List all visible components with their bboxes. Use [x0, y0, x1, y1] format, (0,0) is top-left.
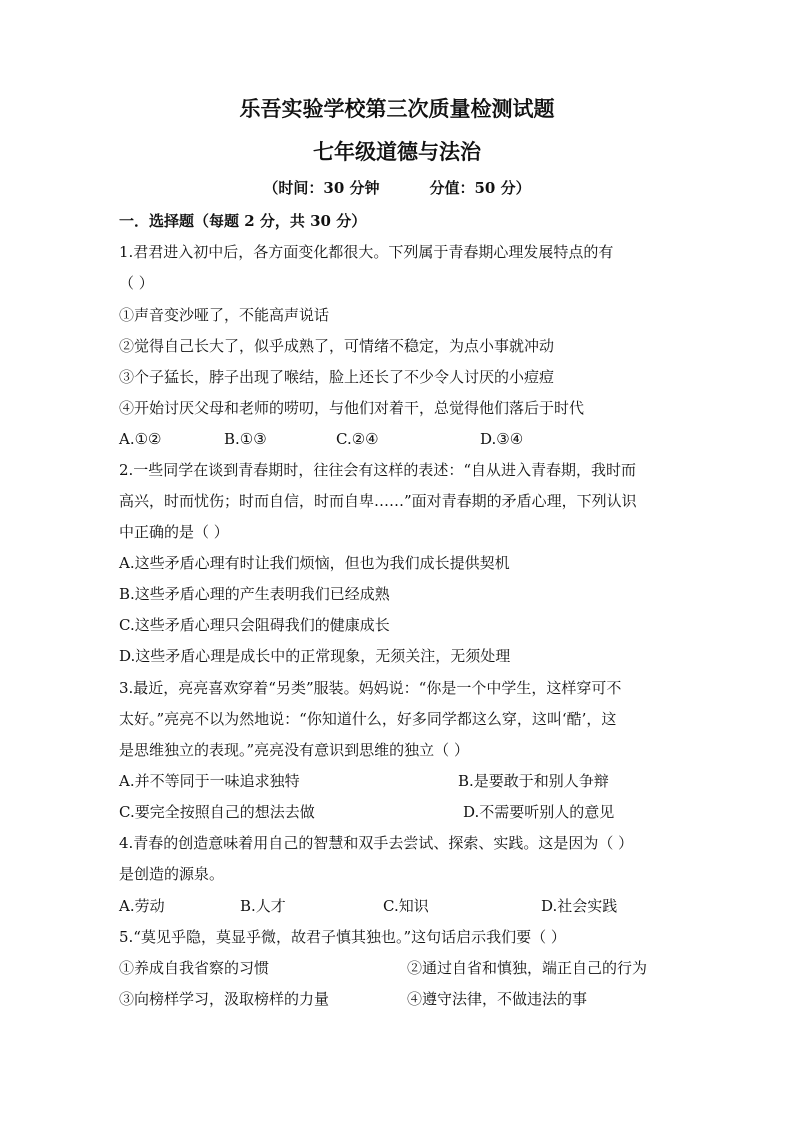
q3-option-b: B.是要敢于和别人争辩	[458, 772, 609, 790]
q1-stem-line1: 1.君君进入初中后，各方面变化都很大。下列属于青春期心理发展特点的有	[119, 243, 614, 261]
q2-stem-line1: 2.一些同学在谈到青春期时，往往会有这样的表述：“自从进入青春期，我时而	[119, 461, 636, 479]
q4-option-d: D.社会实践	[541, 897, 618, 915]
section-heading: 一．选择题（每题 2 分，共 30 分）	[119, 212, 367, 230]
q5-stem-line1: 5.“莫见乎隐，莫显乎微，故君子慎其独也。”这句话启示我们要（ ）	[119, 928, 566, 946]
q4-option-a: A.劳动	[119, 897, 165, 915]
exam-time: （时间：30 分钟	[263, 179, 380, 197]
q1-stem-line2: （ ）	[119, 274, 154, 292]
q2-option-b: B.这些矛盾心理的产生表明我们已经成熟	[119, 585, 390, 603]
q1-item1: ①声音变沙哑了，不能高声说话	[119, 306, 330, 324]
subject-title: 七年级道德与法治	[313, 139, 481, 164]
q5-item3: ③向榜样学习，汲取榜样的力量	[119, 990, 330, 1008]
q3-option-d: D.不需要听别人的意见	[463, 803, 615, 821]
q3-stem-line1: 3.最近，亮亮喜欢穿着“另类”服装。妈妈说：“你是一个中学生，这样穿可不	[119, 679, 622, 697]
q3-option-a: A.并不等同于一味追求独特	[119, 772, 300, 790]
exam-meta	[0, 178, 794, 198]
q3-option-c: C.要完全按照自己的想法去做	[119, 803, 315, 821]
q1-option-b: B.①③	[224, 430, 267, 448]
q2-option-d: D.这些矛盾心理是成长中的正常现象，无须关注，无须处理	[119, 647, 511, 665]
q4-stem-line2: 是创造的源泉。	[119, 865, 225, 883]
q4-option-c: C.知识	[383, 897, 429, 915]
q4-stem-line1: 4.青春的创造意味着用自己的智慧和双手去尝试、探索、实践。这是因为（ ）	[119, 834, 634, 852]
q5-item4: ④遵守法律，不做违法的事	[407, 990, 588, 1008]
q3-stem-line3: 是思维独立的表现。”亮亮没有意识到思维的独立（ ）	[119, 741, 469, 759]
q1-item4: ④开始讨厌父母和老师的唠叨，与他们对着干，总觉得他们落后于时代	[119, 399, 585, 417]
exam-score: 分值：50 分）	[429, 179, 531, 197]
q2-stem-line2: 高兴，时而忧伤；时而自信，时而自卑……”面对青春期的矛盾心理，下列认识	[119, 492, 637, 510]
q2-option-c: C.这些矛盾心理只会阻碍我们的健康成长	[119, 616, 390, 634]
q1-option-d: D.③④	[480, 430, 524, 448]
school-title: 乐吾实验学校第三次质量检测试题	[239, 96, 555, 121]
q1-option-c: C.②④	[336, 430, 379, 448]
q1-item2: ②觉得自己长大了，似乎成熟了，可情绪不稳定，为点小事就冲动	[119, 337, 555, 355]
q4-option-b: B.人才	[240, 897, 286, 915]
q1-option-a: A.①②	[119, 430, 162, 448]
q2-stem-line3: 中正确的是（ ）	[119, 523, 229, 541]
q2-option-a: A.这些矛盾心理有时让我们烦恼，但也为我们成长提供契机	[119, 554, 510, 572]
q3-stem-line2: 太好。”亮亮不以为然地说：“你知道什么，好多同学都这么穿，这叫‘酷’，这	[119, 710, 617, 728]
q1-item3: ③个子猛长，脖子出现了喉结，脸上还长了不少令人讨厌的小痘痘	[119, 368, 555, 386]
q5-item1: ①养成自我省察的习惯	[119, 959, 270, 977]
q5-item2: ②通过自省和慎独，端正自己的行为	[407, 959, 648, 977]
